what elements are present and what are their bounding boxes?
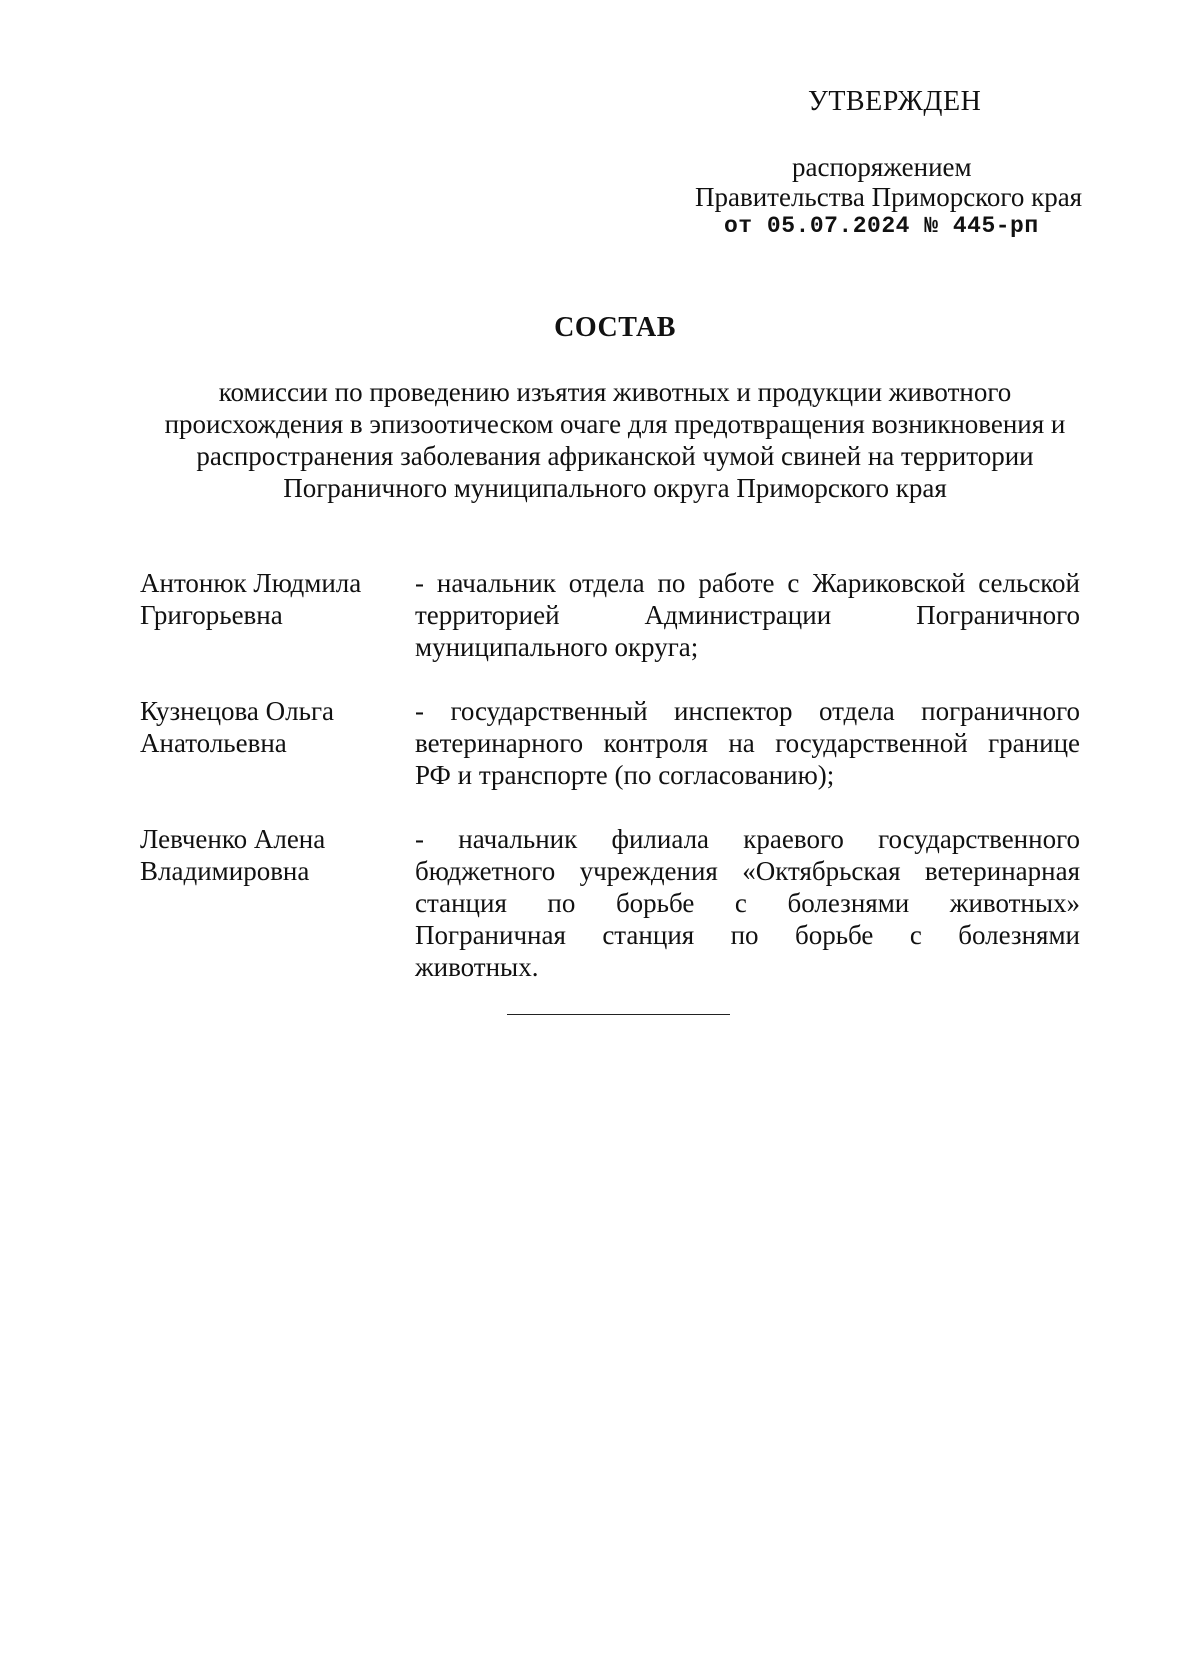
member-name-line: Анатольевна bbox=[140, 728, 287, 758]
member-role-line: ветеринарного контроля на государственной границе bbox=[415, 728, 1080, 758]
member-role bbox=[415, 823, 1080, 983]
member-role-line: - начальник филиала краевого государственного bbox=[415, 824, 1080, 854]
member-name-line: Левченко Алена bbox=[140, 824, 326, 854]
member-role bbox=[415, 567, 1080, 663]
approval-order-type: распоряжением bbox=[792, 152, 972, 182]
member-name-line: Григорьевна bbox=[140, 600, 283, 630]
document-title: СОСТАВ bbox=[554, 312, 676, 343]
member-role-line: - начальник отдела по работе с Жариковской сельской bbox=[415, 568, 1080, 598]
member-entry bbox=[140, 567, 1080, 663]
member-role bbox=[415, 695, 1080, 791]
member-name bbox=[140, 823, 415, 983]
approval-authority: Правительства Приморского края bbox=[695, 182, 1083, 212]
approval-date-number-stamp: от 05.07.2024 № 445-рп bbox=[724, 213, 1039, 239]
member-role-line: бюджетного учреждения «Октябрьская ветеринарная bbox=[415, 856, 1080, 886]
subtitle-line: комиссии по проведению изъятия животных и продукции животного bbox=[218, 377, 1012, 407]
member-name-line: Владимировна bbox=[140, 856, 310, 886]
member-role-line: территорией Администрации Пограничного bbox=[415, 600, 1080, 630]
member-role-line: животных. bbox=[415, 952, 539, 982]
member-role-line: Пограничная станция по борьбе с болезнями bbox=[415, 920, 1080, 950]
member-role-line: - государственный инспектор отдела пограничного bbox=[415, 696, 1080, 726]
member-name-line: Антонюк Людмила bbox=[140, 568, 362, 598]
approval-title: УТВЕРЖДЕН bbox=[808, 86, 982, 117]
member-name-line: Кузнецова Ольга bbox=[140, 696, 334, 726]
subtitle-line: происхождения в эпизоотическом очаге для предотвращения возникновения и bbox=[164, 409, 1066, 439]
member-name bbox=[140, 695, 415, 791]
member-entry bbox=[140, 823, 1080, 983]
member-name bbox=[140, 567, 415, 663]
subtitle-line: Пограничного муниципального округа Приморского края bbox=[283, 473, 947, 503]
commission-members-list bbox=[140, 567, 1080, 1015]
member-entry bbox=[140, 695, 1080, 791]
subtitle-line: распространения заболевания африканской чумой свиней на территории bbox=[196, 441, 1034, 471]
document-subtitle bbox=[140, 376, 1090, 504]
member-role-line: РФ и транспорте (по согласованию); bbox=[415, 760, 835, 790]
member-role-line: станция по борьбе с болезнями животных» bbox=[415, 888, 1080, 918]
member-role-line: муниципального округа; bbox=[415, 632, 699, 662]
end-of-list-divider bbox=[507, 1014, 730, 1015]
